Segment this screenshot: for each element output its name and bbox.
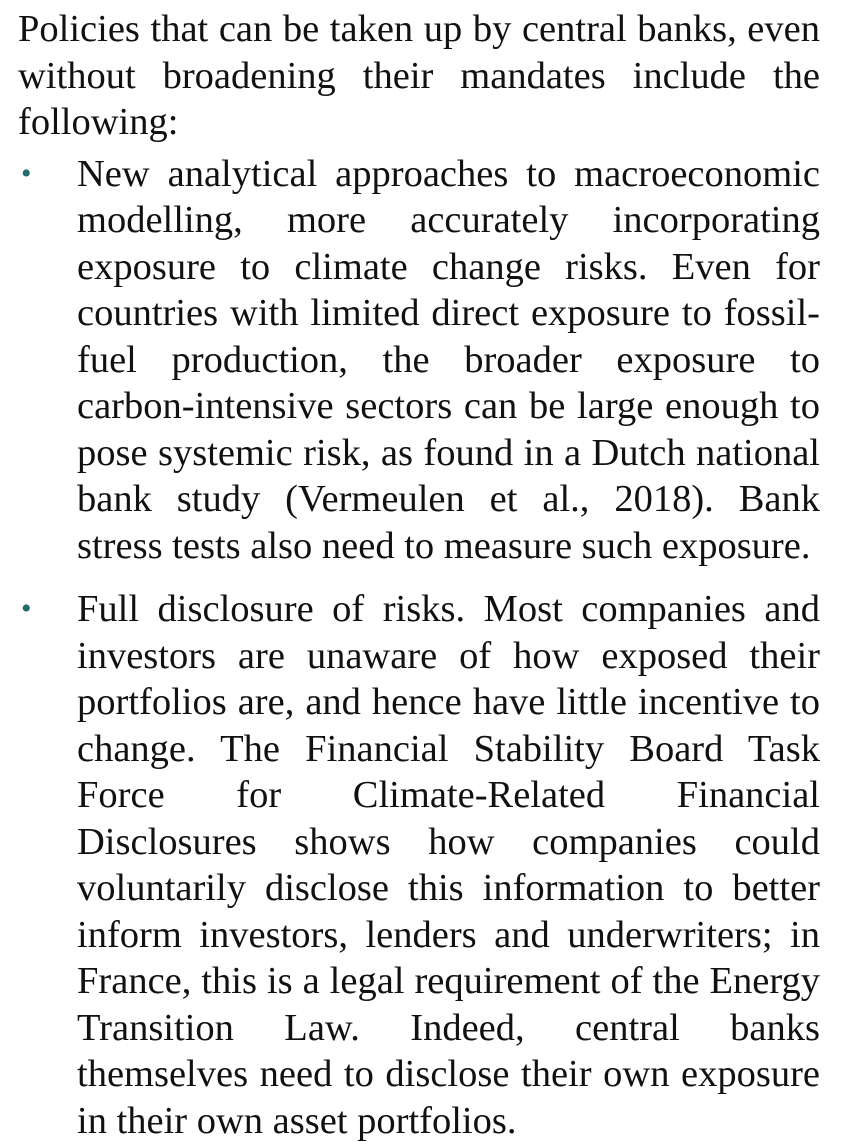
bullet-dot-icon: •: [21, 151, 32, 198]
bullet-item-modelling: [18, 151, 820, 570]
bullet-dot-icon: •: [21, 586, 32, 633]
bullet-text-disclosure: Full disclosure of risks. Most companies and investors are unaware of how exposed their portfolios are, and hence have little incentive to change. The Financial Stability Board Task Force for Climate-Related Financial Disclosures shows how companies could voluntarily disclose this information to better inform investors, lenders and underwriters; in France, this is a legal requirement of the Energy Transition Law. Indeed, central banks themselves need to disclose their own exposure in their own asset portfolios.: [77, 588, 820, 1142]
bullet-item-disclosure: [18, 586, 820, 1144]
bullet-text-modelling: New analytical approaches to macroeconomic modelling, more accurately incorporating exposure to climate change risks. Even for countries with limited direct exposure to fossil-fuel production, the broader exposure to carbon-intensive sectors can be large enough to pose systemic risk, as found in a Dutch national bank study (Vermeulen et al., 2018). Bank stress tests also need to measure such exposure.: [77, 153, 820, 567]
intro-paragraph: Policies that can be taken up by central banks, even without broadening their mandates include the following:: [18, 6, 820, 146]
policy-bullet-list: [18, 151, 820, 1144]
